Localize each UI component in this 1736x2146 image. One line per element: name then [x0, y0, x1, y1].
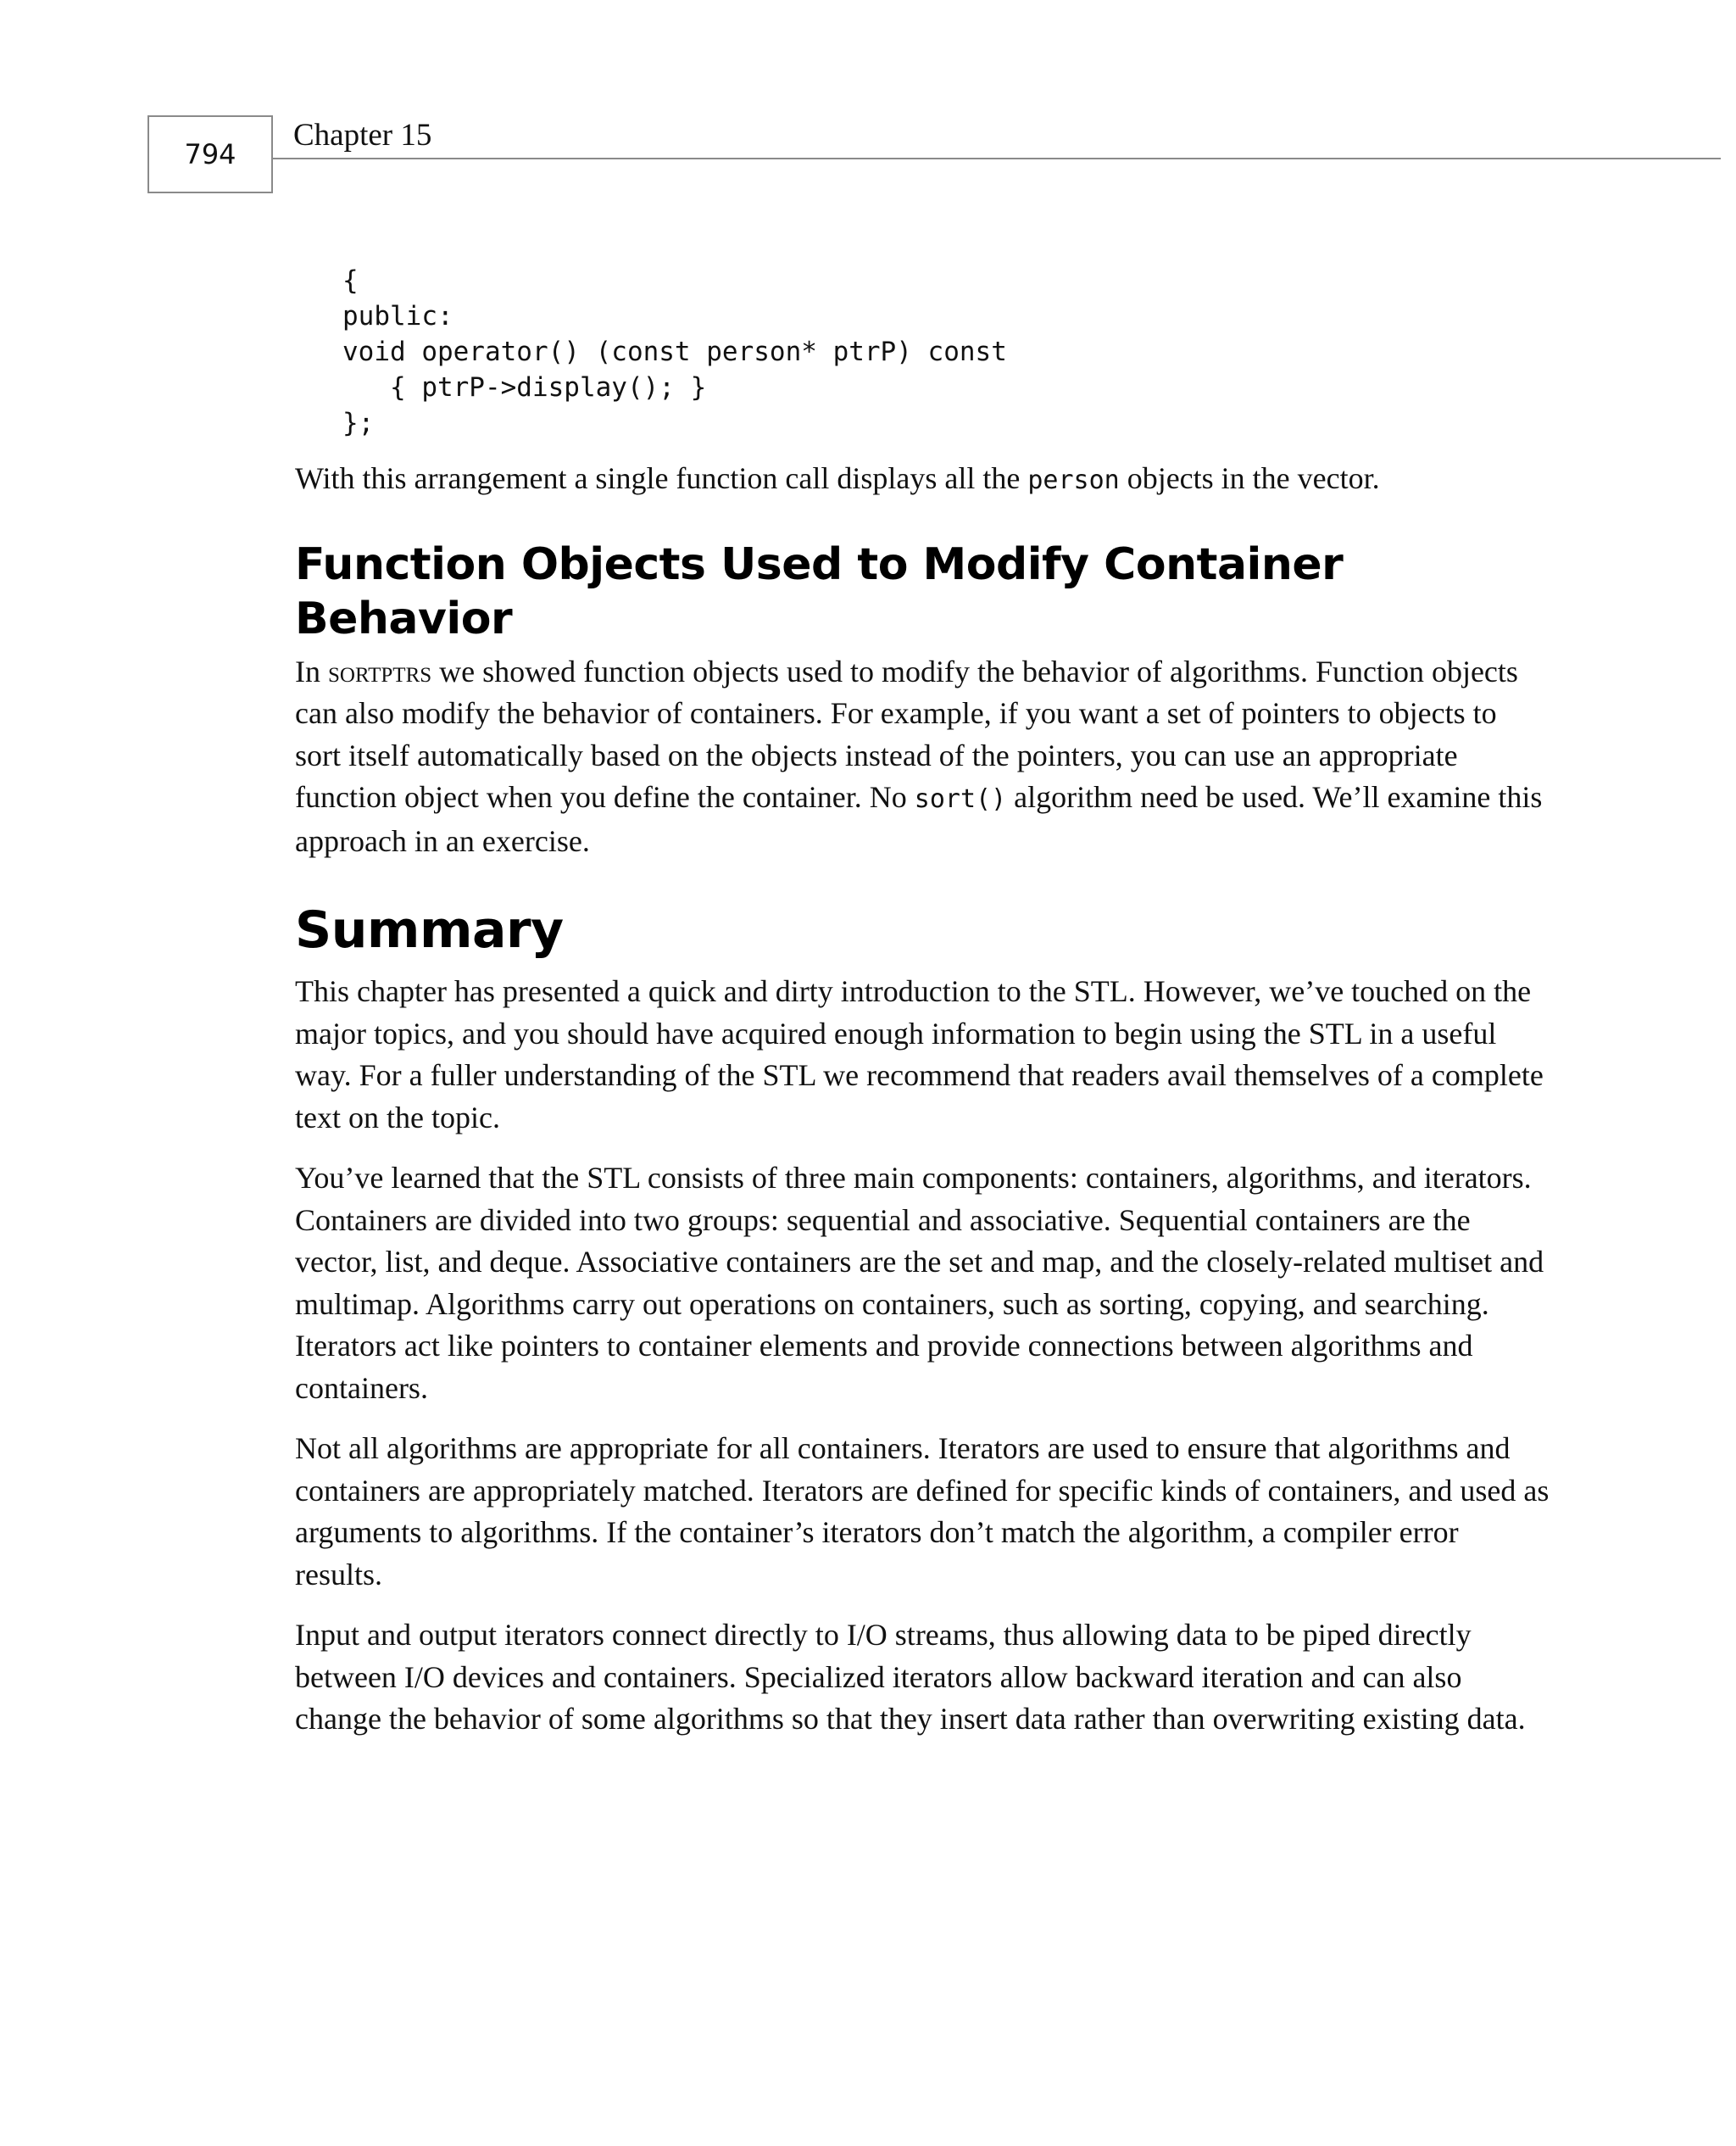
code-line: public: — [342, 301, 453, 332]
fo-text-start: In — [295, 654, 328, 688]
fo-text-end: algorithm need be used. We’ll examine this approach in an exercise. — [295, 780, 1543, 858]
page-number — [147, 115, 273, 193]
intro-text-before: With this arrangement a single function call displays all the — [295, 461, 1028, 495]
program-name: sortptrs — [328, 654, 432, 688]
summary-paragraph: This chapter has presented a quick and dirty introduction to the STL. However, we’ve touched on the major topics, and you should have acquired enough information to begin using the STL in a useful way. For a fuller understanding of the STL we recommend that readers avail themselves of a complete text on the topic. — [295, 974, 1544, 1134]
code-line: void operator() (const person* ptrP) const — [342, 337, 1007, 367]
running-head: Chapter 15 — [293, 118, 432, 153]
intro-code-word: person — [1027, 465, 1120, 495]
summary-paragraph: Not all algorithms are appropriate for all containers. Iterators are used to ensure that algorithms and containers are appropriately matched. Iterators are defined for specific kinds of containers, and used as arguments to algorithms. If the container’s iterators don’t match the algorithm, a compiler error results. — [295, 1431, 1550, 1591]
fo-text-middle: we showed function objects used to modify the behavior of algorithms. Function objects can also modify the behavior of containers. For example, if you want a set of pointers to objects to sort itself automatically based on the objects instead of the pointers, you can use an appropriate function object when you define the container. No — [295, 654, 1518, 814]
header-rule — [273, 158, 1721, 159]
code-line: { — [342, 265, 359, 296]
intro-paragraph — [295, 458, 1550, 502]
intro-text-after: objects in the vector. — [1119, 461, 1380, 495]
code-block — [342, 263, 1007, 441]
fo-code-word: sort() — [914, 784, 1007, 814]
code-line: }; — [342, 408, 375, 438]
function-objects-paragraph — [295, 651, 1550, 863]
section-heading-summary: Summary — [295, 900, 564, 960]
code-line: { ptrP->display(); } — [342, 372, 707, 403]
section-heading-function-objects: Function Objects Used to Modify Container Behavior — [295, 538, 1344, 644]
page-number-text: 794 — [184, 138, 236, 170]
summary-paragraph: Input and output iterators connect directly to I/O streams, thus allowing data to be piped directly between I/O devices and containers. Specialized iterators allow backward iteration and can also change the behavior of some algorithms so that they insert data rather than overwriting existing data. — [295, 1618, 1526, 1736]
summary-paragraph: You’ve learned that the STL consists of three main components: containers, algorithms, and iterators. Containers are divided into two groups: sequential and associative. Sequential containers are the vector, list, and deque. Associative containers are the set and map, and the closely-related multiset and multimap. Algorithms carry out operations on containers, such as sorting, copying, and searching. Iterators act like pointers to container elements and provide connections between algorithms and containers. — [295, 1161, 1544, 1405]
main-content — [295, 458, 1550, 1741]
